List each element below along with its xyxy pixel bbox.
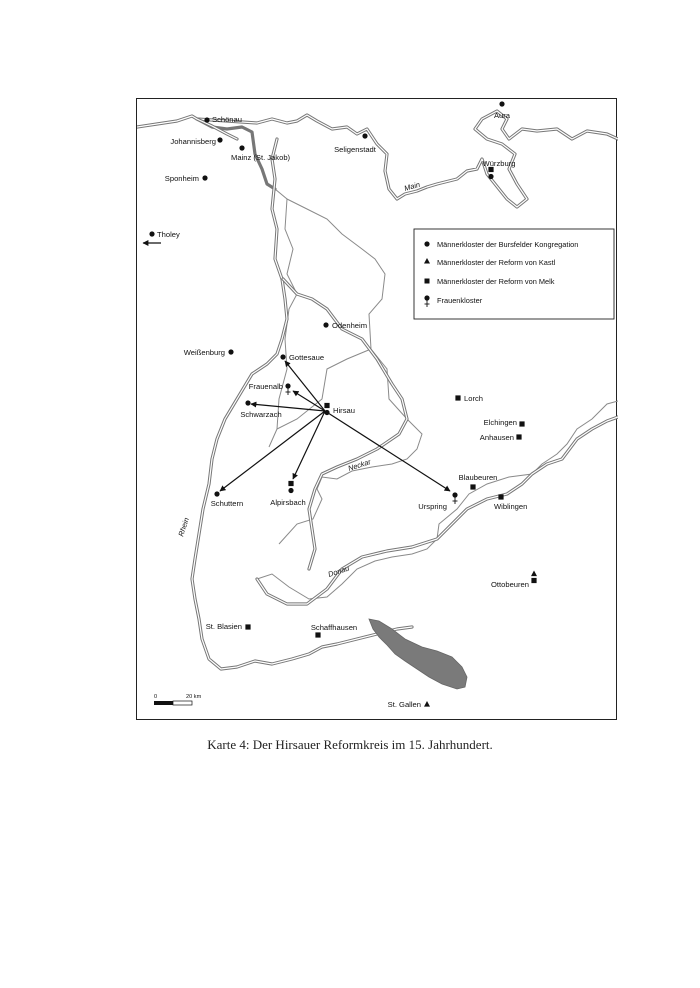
place-symbol-square-hirsau <box>324 403 329 408</box>
place-label-ottobeuren: Ottobeuren <box>491 580 529 589</box>
arrow-hirsau-to-urspring <box>325 411 450 491</box>
legend-label-kastl: Männerkloster der Reform von Kastl <box>437 258 556 267</box>
place-symbol-circle-odenheim <box>323 322 328 327</box>
legend-label-bursfelde: Männerkloster der Bursfelder Kongregation <box>437 240 579 249</box>
scale-bar-white <box>173 701 192 705</box>
river-label-rhein: Rhein <box>176 516 191 538</box>
scale-bar <box>154 694 202 705</box>
lake-bodensee <box>369 619 467 689</box>
legend-label-melk: Männerkloster der Reform von Melk <box>437 277 555 286</box>
place-label-st-gallen: St. Gallen <box>387 700 421 709</box>
map-frame <box>136 98 617 720</box>
river-label-main: Main <box>403 179 421 193</box>
legend-circle-symbol <box>424 241 429 246</box>
river-label-donau: Donau <box>326 563 351 579</box>
place-label-urspring: Urspring <box>418 502 447 511</box>
river-rhein <box>192 139 412 669</box>
place-label-weißenburg: Weißenburg <box>183 348 225 357</box>
place-symbol-circle-alpirsbach <box>288 488 293 493</box>
place-labels <box>157 111 529 709</box>
river-rhein-inner <box>192 139 412 669</box>
place-symbol-frauen-urspring <box>452 492 457 504</box>
place-symbol-square-blaubeuren <box>470 484 475 489</box>
place-label-sponheim: Sponheim <box>164 174 199 183</box>
place-symbol-circle-johannisberg <box>217 137 222 142</box>
scale-end-label: 20 km <box>186 694 202 700</box>
place-label-lorch: Lorch <box>464 394 483 403</box>
place-symbol-circle-weißenburg <box>228 349 233 354</box>
place-symbol-circle-schönau <box>204 117 209 122</box>
arrow-hirsau-to-gottesaue <box>285 361 325 411</box>
map-canvas <box>137 99 618 721</box>
place-label-schönau: Schönau <box>212 115 242 124</box>
place-symbol-circle-schwarzach <box>245 400 250 405</box>
place-label-frauenalb: Frauenalb <box>248 382 283 391</box>
place-symbol-circle-mainz-st-jakob <box>239 145 244 150</box>
place-symbol-triangle-ottobeuren <box>531 571 537 577</box>
river-label-neckar: Neckar <box>346 457 372 473</box>
map-legend <box>414 229 614 319</box>
place-symbol-square-ottobeuren <box>531 578 536 583</box>
place-label-blaubeuren: Blaubeuren <box>458 473 498 482</box>
place-label-st-blasien: St. Blasien <box>205 622 242 631</box>
place-label-schuttern: Schuttern <box>210 499 244 508</box>
place-label-wiblingen: Wiblingen <box>494 502 528 511</box>
place-label-johannisberg: Johannisberg <box>170 137 216 146</box>
place-symbol-circle-sponheim <box>202 175 207 180</box>
place-symbol-circle-hirsau <box>324 410 329 415</box>
place-label-anhausen: Anhausen <box>479 433 514 442</box>
place-symbols <box>149 101 537 706</box>
place-label-tholey: Tholey <box>157 230 180 239</box>
place-label-würzburg: Würzburg <box>482 159 516 168</box>
connection-arrows <box>220 361 450 491</box>
place-symbol-frauen-frauenalb <box>285 383 290 395</box>
place-label-hirsau: Hirsau <box>333 406 355 415</box>
place-label-seligenstadt: Seligenstadt <box>334 145 376 154</box>
scale-bar-black <box>154 701 173 705</box>
place-symbol-circle-schuttern <box>214 491 219 496</box>
place-label-alpirsbach: Alpirsbach <box>270 498 306 507</box>
place-symbol-square-schaffhausen <box>315 632 320 637</box>
place-symbol-circle-tholey <box>149 231 154 236</box>
place-symbol-square-anhausen <box>516 434 521 439</box>
place-symbol-circle-würzburg <box>488 174 493 179</box>
place-symbol-square-lorch <box>455 395 460 400</box>
place-symbol-circle-seligenstadt <box>362 133 367 138</box>
place-label-gottesaue: Gottesaue <box>289 353 325 362</box>
place-symbol-square-st-blasien <box>245 624 250 629</box>
place-label-schaffhausen: Schaffhausen <box>310 623 358 632</box>
place-symbol-square-elchingen <box>519 421 524 426</box>
place-symbol-triangle-st-gallen <box>424 701 430 707</box>
place-symbol-circle-aura <box>499 101 504 106</box>
place-symbol-square-wiblingen <box>498 494 503 499</box>
place-symbol-square-alpirsbach <box>288 481 293 486</box>
place-label-schwarzach: Schwarzach <box>240 410 282 419</box>
place-symbol-circle-gottesaue <box>280 354 285 359</box>
arrow-hirsau-to-alpirsbach <box>293 411 325 479</box>
place-label-aura: Aura <box>493 111 511 120</box>
place-label-odenheim: Odenheim <box>332 321 368 330</box>
legend-square-symbol <box>425 279 430 284</box>
place-label-mainz-st-jakob: Mainz (St. Jakob) <box>231 153 291 162</box>
legend-label-frauenkloster: Frauenkloster <box>437 296 483 305</box>
place-label-elchingen: Elchingen <box>483 418 517 427</box>
scale-start-label: 0 <box>154 694 158 700</box>
map-caption: Karte 4: Der Hirsauer Reformkreis im 15. Jahrhundert. <box>207 737 493 752</box>
arrow-hirsau-to-schuttern <box>220 411 325 491</box>
